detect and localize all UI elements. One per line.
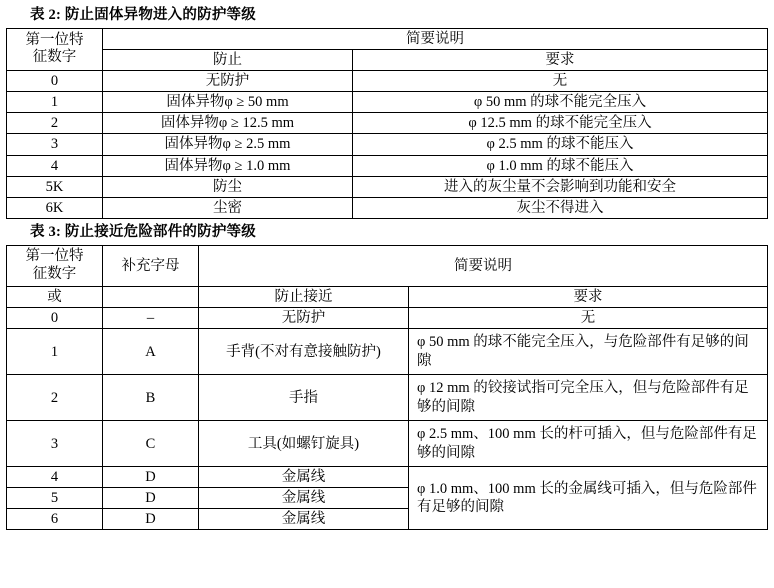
table3-approach: 手背(不对有意接触防护) [199, 329, 409, 375]
table2-protect: 固体异物φ ≥ 12.5 mm [103, 113, 353, 134]
table3-approach: 工具(如螺钉旋具) [199, 421, 409, 467]
table-row [7, 134, 768, 155]
table3-header-or: 或 [7, 286, 103, 307]
table2-requirement: 灰尘不得进入 [353, 197, 768, 218]
table2-protect: 无防护 [103, 71, 353, 92]
table2-protect: 固体异物φ ≥ 50 mm [103, 92, 353, 113]
table3-requirement: φ 50 mm 的球不能完全压入，与危险部件有足够的间隙 [409, 329, 768, 375]
table3-header-digit-line2: 征数字 [32, 265, 77, 282]
table2-digit: 1 [7, 92, 103, 113]
table2-digit: 2 [7, 113, 103, 134]
table2-header-digit-line1: 第一位特 [25, 32, 84, 49]
table2-digit: 3 [7, 134, 103, 155]
table2-digit: 4 [7, 155, 103, 176]
table-header-row [7, 49, 768, 70]
table-header-row [7, 28, 768, 49]
table3-header-requirement: 要求 [409, 286, 768, 307]
table3-letter: D [103, 488, 199, 509]
table3-digit: 3 [7, 421, 103, 467]
table3-caption: 表 3: 防止接近危险部件的防护等级 [30, 223, 256, 240]
table2-digit: 0 [7, 71, 103, 92]
table3-requirement: 无 [409, 307, 768, 328]
table-ip-solid-objects [6, 28, 768, 219]
table3-requirement: φ 1.0 mm、100 mm 长的金属线可插入，但与危险部件有足够的间隙 [409, 467, 768, 530]
table2-caption: 表 2: 防止固体异物进入的防护等级 [30, 7, 256, 23]
table2-protect: 防尘 [103, 176, 353, 197]
table3-requirement: φ 12 mm 的铰接试指可完全压入，但与危险部件有足够的间隙 [409, 375, 768, 421]
table3-approach: 金属线 [199, 509, 409, 530]
table-row [7, 421, 768, 467]
table-row [7, 307, 768, 328]
table2-header-digit-line2: 征数字 [32, 49, 77, 66]
table3-requirement: φ 2.5 mm、100 mm 长的杆可插入，但与危险部件有足够的间隙 [409, 421, 768, 467]
table3-digit: 5 [7, 488, 103, 509]
table3-approach: 手指 [199, 375, 409, 421]
table3-approach: 金属线 [199, 467, 409, 488]
table2-header-requirement: 要求 [353, 49, 768, 70]
table3-digit: 6 [7, 509, 103, 530]
table3-header-letter-blank [103, 286, 199, 307]
table2-digit: 6K [7, 197, 103, 218]
table-row [7, 113, 768, 134]
table2-protect: 固体异物φ ≥ 1.0 mm [103, 155, 353, 176]
table3-header-approach: 防止接近 [199, 286, 409, 307]
table-row [7, 155, 768, 176]
table2-requirement: 无 [353, 71, 768, 92]
table3-letter: C [103, 421, 199, 467]
table3-digit: 0 [7, 307, 103, 328]
table-row [7, 71, 768, 92]
table-row [7, 176, 768, 197]
table-ip-hazardous-parts [6, 245, 768, 531]
table3-digit: 2 [7, 375, 103, 421]
table2-requirement: φ 1.0 mm 的球不能压入 [353, 155, 768, 176]
table3-header-digit [7, 245, 103, 286]
table3-digit: 4 [7, 467, 103, 488]
table3-approach: 无防护 [199, 307, 409, 328]
table2-requirement: φ 2.5 mm 的球不能压入 [353, 134, 768, 155]
table3-letter: D [103, 467, 199, 488]
table3-header-letter: 补充字母 [103, 245, 199, 286]
table3-approach: 金属线 [199, 488, 409, 509]
table3-letter: – [103, 307, 199, 328]
table2-requirement: φ 50 mm 的球不能完全压入 [353, 92, 768, 113]
table2-header-protect: 防止 [103, 49, 353, 70]
table2-requirement: φ 12.5 mm 的球不能完全压入 [353, 113, 768, 134]
table3-letter: A [103, 329, 199, 375]
table-row [7, 467, 768, 488]
table3-letter: B [103, 375, 199, 421]
table2-digit: 5K [7, 176, 103, 197]
table-row [7, 197, 768, 218]
table3-digit: 1 [7, 329, 103, 375]
table-row [7, 92, 768, 113]
table-header-row [7, 245, 768, 286]
table2-protect: 尘密 [103, 197, 353, 218]
table-row [7, 375, 768, 421]
table3-header-digit-line1: 第一位特 [25, 248, 84, 265]
table2-requirement: 进入的灰尘量不会影响到功能和安全 [353, 176, 768, 197]
table2-header-group: 简要说明 [103, 28, 768, 49]
table-row [7, 329, 768, 375]
table2-protect: 固体异物φ ≥ 2.5 mm [103, 134, 353, 155]
table2-header-digit [7, 28, 103, 70]
table3-header-group: 简要说明 [199, 245, 768, 286]
table3-letter: D [103, 509, 199, 530]
table-header-row [7, 286, 768, 307]
